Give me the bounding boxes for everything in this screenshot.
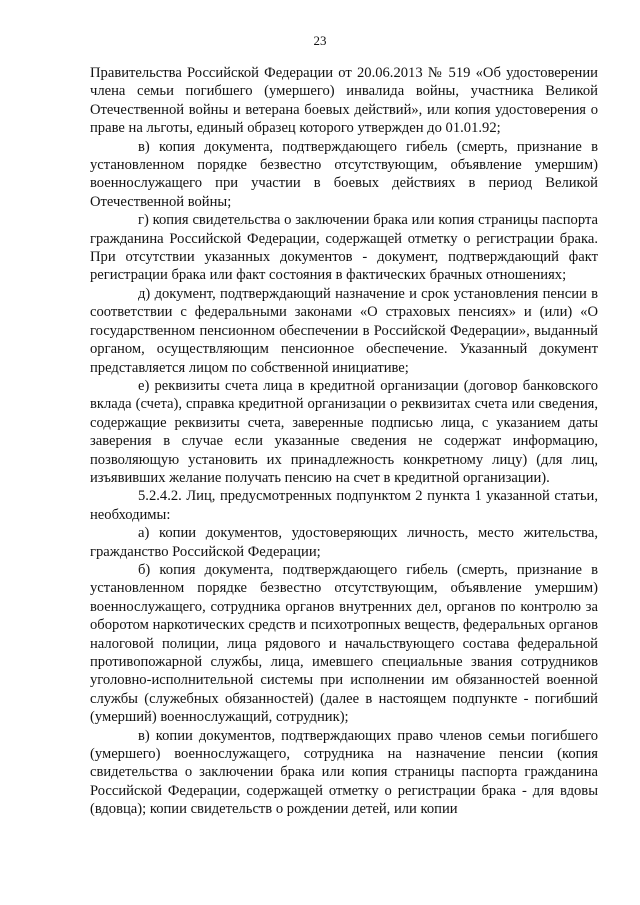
paragraph-continuation: Правительства Российской Федерации от 20.06.2013 № 519 «Об удостоверении члена семьи погибшего (умершего) инвалида войны, участника Великой Отечественной войны и ветерана боевых действий», или копия удостоверения о праве на льготы, единый образец которого утвержден до 01.01.92; xyxy=(90,65,598,137)
paragraph-item-e-bank-details: е) реквизиты счета лица в кредитной организации (договор банковского вклада (счета), справка кредитной организации о реквизитах счета или сведения, содержащие реквизиты счета, заверенные подписью лица, с указанием даты заверения в случае если указанные сведения не содержат информацию, позволяющую установить их принадлежность конкретному лицу) (для лиц, изъявивших желание получать пенсию на счет в кредитной организации). xyxy=(90,377,598,486)
paragraph-item-d-pension-document: д) документ, подтверждающий назначение и срок установления пенсии в соответствии с федеральными законами «О страховых пенсиях» и (или) «О государственном пенсионном обеспечении в Российской Федерации», выданный органом, осуществляющим пенсионное обеспечение. Указанный документ представляется лицом по собственной инициативе; xyxy=(90,285,598,376)
paragraph-item-v-death-document: в) копия документа, подтверждающего гибель (смерть, признание в установленном порядке безвестно отсутствующим, объявление умершим) военнослужащего при участии в боевых действиях в период Великой Отечественной войны; xyxy=(90,138,598,210)
page-number: 23 xyxy=(313,33,327,48)
paragraph-item-a-identity-documents: а) копии документов, удостоверяющих личность, место жительства, гражданство Российской Федерации; xyxy=(90,525,598,560)
paragraph-item-g-marriage-certificate: г) копия свидетельства о заключении брака или копия страницы паспорта гражданина Российской Федерации, содержащей отметку о регистрации брака. При отсутствии указанных документов - документ, подтверждающий факт регистрации брака или факт состояния в фактических брачных отношениях; xyxy=(90,212,598,284)
paragraph-item-b-death-document: б) копия документа, подтверждающего гибель (смерть, признание в установленном порядке безвестно отсутствующим, объявление умершим) военнослужащего, сотрудника органов внутренних дел, органов по контролю за оборотом наркотических средств и психотропных веществ, федеральных органов налоговой полиции, лица рядового и начальствующего состава федеральной противопожарной службы, лица, имевшего специальные звания сотрудников уголовно-исполнительной системы при исполнении им обязанностей военной службы (служебных обязанностей) (далее в настоящем подпункте - погибший (умерший) военнослужащий, сотрудник); xyxy=(90,561,598,726)
document-body xyxy=(90,64,598,819)
paragraph-section-5-2-4-2: 5.2.4.2. Лиц, предусмотренных подпунктом 2 пункта 1 указанной статьи, необходимы: xyxy=(90,488,598,523)
paragraph-item-v-family-documents: в) копии документов, подтверждающих право членов семьи погибшего (умершего) военнослужащего, сотрудника на назначение пенсии (копия свидетельства о заключении брака или копия страницы паспорта гражданина Российской Федерации, содержащей отметку о регистрации брака - для вдовы (вдовца); копии свидетельств о рождении детей, или копии xyxy=(90,727,598,818)
